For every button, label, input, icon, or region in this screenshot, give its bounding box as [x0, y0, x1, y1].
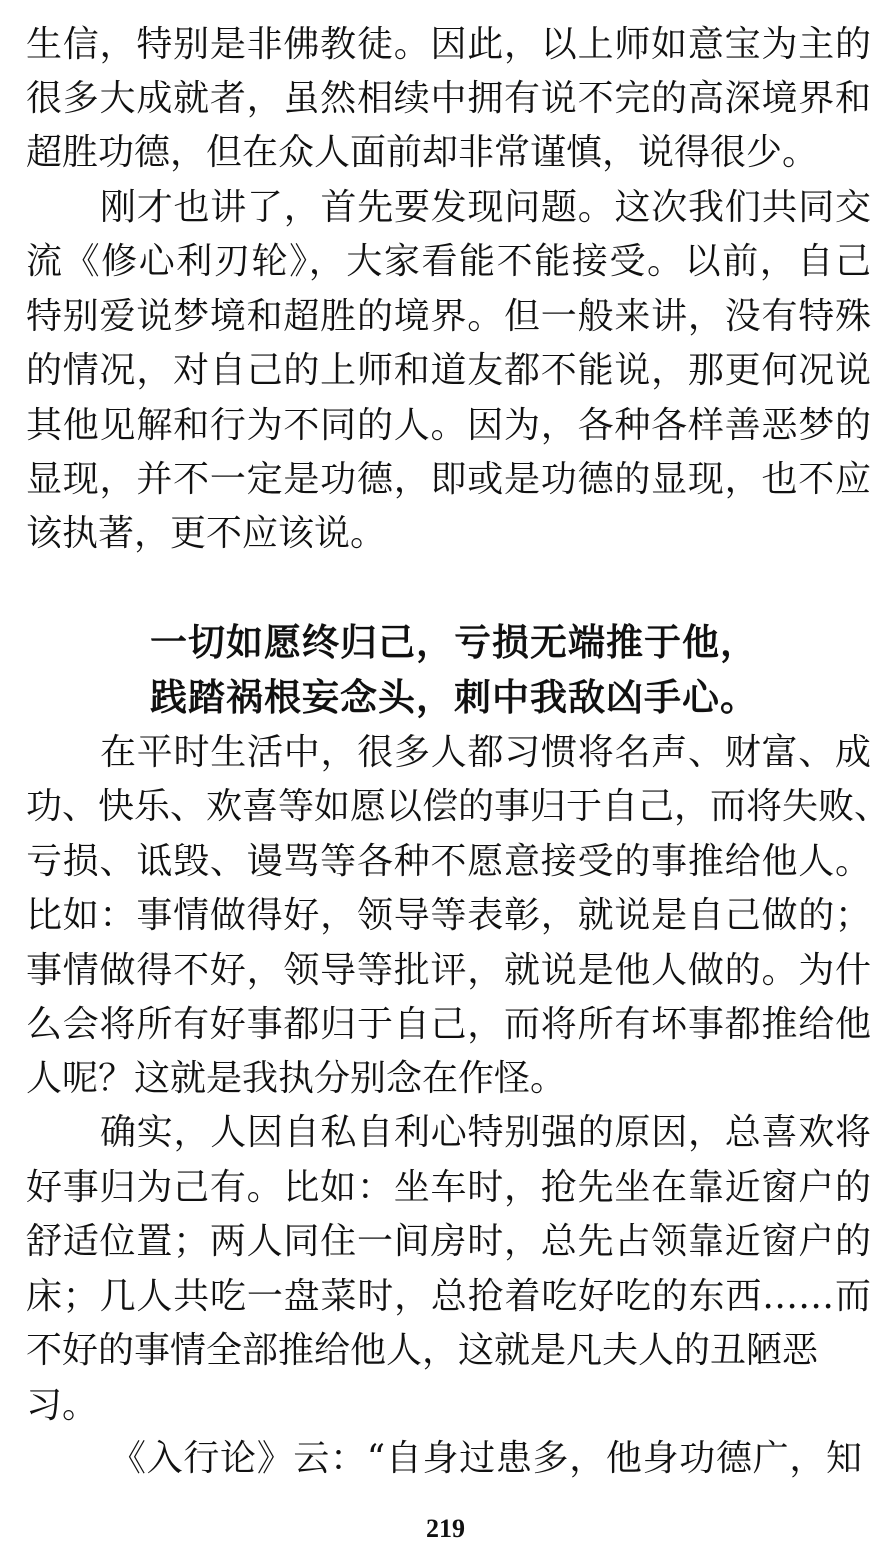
text-line: 流《修心利刃轮》，大家看能不能接受。以前，自己 — [26, 241, 871, 282]
page-number: 219 — [426, 1514, 465, 1543]
verse-line: 一切如愿终归己，亏损无端推于他， — [150, 621, 758, 664]
text-line: 床；几人共吃一盘菜时，总抢着吃好吃的东西……而 — [26, 1276, 871, 1317]
text-line: 好事归为己有。比如：坐车时，抢先坐在靠近窗户的 — [26, 1167, 871, 1208]
text-line: 的情况，对自己的上师和道友都不能说，那更何况说 — [26, 350, 871, 391]
text-line: 很多大成就者，虽然相续中拥有说不完的高深境界和 — [26, 78, 871, 119]
text-line: 舒适位置；两人同住一间房时，总先占领靠近窗户的 — [26, 1221, 871, 1262]
text-line: 事情做得不好，领导等批评，就说是他人做的。为什 — [26, 950, 871, 991]
text-line: 超胜功德，但在众人面前却非常谨慎，说得很少。 — [26, 132, 819, 173]
text-line: 功、快乐、欢喜等如愿以偿的事归于自己，而将失败、 — [26, 786, 891, 827]
text-line: 该执著，更不应该说。 — [26, 513, 387, 554]
text-line: 人呢？这就是我执分别念在作怪。 — [26, 1058, 567, 1099]
text-line: 生信，特别是非佛教徒。因此，以上师如意宝为主的 — [26, 24, 871, 65]
text-line: 不好的事情全部推给他人，这就是凡夫人的丑陋恶 — [26, 1330, 819, 1371]
text-line: 确实，人因自私自利心特别强的原因，总喜欢将 — [100, 1112, 871, 1153]
text-line: 其他见解和行为不同的人。因为，各种各样善恶梦的 — [26, 405, 871, 446]
text-line: 比如：事情做得好，领导等表彰，就说是自己做的； — [26, 895, 871, 936]
text-line: 刚才也讲了，首先要发现问题。这次我们共同交 — [100, 187, 871, 228]
text-line: 显现，并不一定是功德，即或是功德的显现，也不应 — [26, 459, 871, 500]
text-line: 《入行论》云：“自身过患多，他身功德广，知 — [110, 1438, 862, 1479]
text-line: 特别爱说梦境和超胜的境界。但一般来讲，没有特殊 — [26, 296, 871, 337]
text-line: 在平时生活中，很多人都习惯将名声、财富、成 — [100, 732, 871, 773]
verse-line: 践踏祸根妄念头，刺中我敌凶手心。 — [150, 676, 758, 719]
text-line: 习。 — [26, 1385, 99, 1426]
text-line: 么会将所有好事都归于自己，而将所有坏事都推给他 — [26, 1004, 871, 1045]
text-line: 亏损、诋毁、谩骂等各种不愿意接受的事推给他人。 — [26, 841, 871, 882]
